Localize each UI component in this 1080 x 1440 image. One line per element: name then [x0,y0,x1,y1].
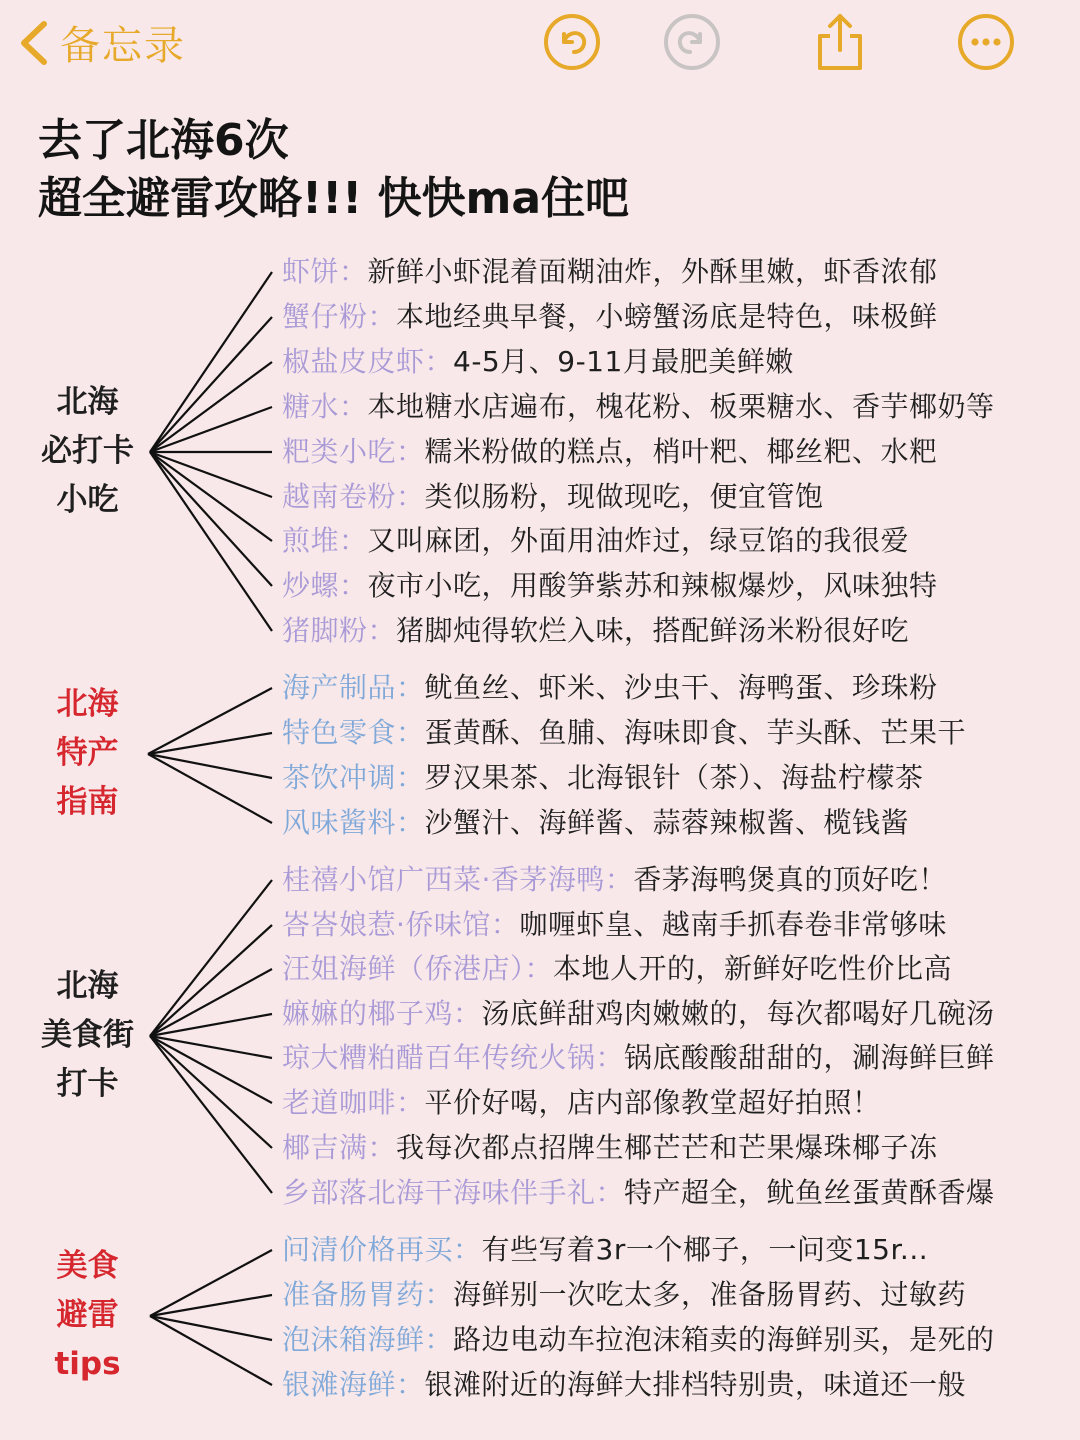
list-item: 猪脚粉：猪脚炖得软烂入味，搭配鲜汤米粉很好吃 [282,614,910,647]
label-line: tips [54,1346,121,1382]
list-item: 粑类小吃：糯米粉做的糕点，梢叶粑、椰丝粑、水粑 [282,435,938,468]
label-line: 北海 [56,384,119,420]
section-label [30,1242,145,1389]
list-item: 峇峇娘惹·侨味馆：咖喱虾皇、越南手抓春卷非常够味 [282,908,947,941]
label-line: 打卡 [56,1066,119,1102]
list-item: 琼大糟粕醋百年传统火锅：锅底酸酸甜甜的，涮海鲜巨鲜 [282,1041,995,1074]
label-line: 北海 [56,686,119,722]
list-item: 泡沫箱海鲜：路边电动车拉泡沫箱卖的海鲜别买，是死的 [282,1323,995,1356]
connector-line [150,1316,272,1340]
list-item: 银滩海鲜：银滩附近的海鲜大排档特别贵，味道还一般 [282,1368,967,1401]
title-line-1: 去了北海6次 [38,115,289,166]
label-line: 指南 [56,784,119,820]
title-line-2: 超全避雷攻略!!! 快快ma住吧 [38,173,630,224]
list-item: 风味酱料：沙蟹汁、海鲜酱、蒜蓉辣椒酱、榄钱酱 [282,806,910,839]
list-item: 嫲嫲的椰子鸡：汤底鲜甜鸡肉嫩嫩的，每次都喝好几碗汤 [282,997,995,1030]
list-item: 特色零食：蛋黄酥、鱼脯、海味即食、芋头酥、芒果干 [282,716,967,749]
label-line: 必打卡 [41,433,134,469]
list-item: 茶饮冲调：罗汉果茶、北海银针（茶）、海盐柠檬茶 [282,761,924,794]
list-item: 越南卷粉：类似肠粉，现做现吃，便宜管饱 [282,480,824,513]
list-item: 蟹仔粉：本地经典早餐，小螃蟹汤底是特色，味极鲜 [282,300,938,333]
label-line: 美食街 [41,1017,134,1053]
list-item: 老道咖啡：平价好喝，店内部像教堂超好拍照！ [282,1086,881,1119]
list-item: 问清价格再买：有些写着3r一个椰子，一问变15r... [282,1233,929,1266]
list-item: 椰吉满：我每次都点招牌生椰芒芒和芒果爆珠椰子冻 [282,1131,938,1164]
label-line: 小吃 [56,482,119,518]
label-line: 避雷 [56,1297,119,1333]
list-item: 炒螺：夜市小吃，用酸笋紫苏和辣椒爆炒，风味独特 [282,569,938,602]
list-item: 乡部落北海干海味伴手礼：特产超全，鱿鱼丝蛋黄酥香爆 [282,1176,995,1209]
label-line: 特产 [56,735,119,771]
label-line: 美食 [56,1248,119,1284]
list-item: 桂禧小馆广西菜·香茅海鸭：香茅海鸭煲真的顶好吃！ [282,863,947,896]
back-label: 备忘录 [60,23,186,69]
list-item: 煎堆：又叫麻团，外面用油炸过，绿豆馅的我很爱 [282,524,910,557]
list-item: 虾饼：新鲜小虾混着面糊油炸，外酥里嫩，虾香浓郁 [282,255,938,288]
list-item: 海产制品：鱿鱼丝、虾米、沙虫干、海鸭蛋、珍珠粉 [282,671,938,704]
list-item: 椒盐皮皮虾：4-5月、9-11月最肥美鲜嫩 [282,345,794,378]
list-item: 糖水：本地糖水店遍布，槐花粉、板栗糖水、香芋椰奶等 [282,390,995,423]
label-line: 北海 [56,968,119,1004]
connector-line [150,1316,272,1385]
list-item: 准备肠胃药：海鲜别一次吃太多，准备肠胃药、过敏药 [282,1278,967,1311]
list-item: 汪姐海鲜（侨港店）：本地人开的，新鲜好吃性价比高 [282,952,953,985]
